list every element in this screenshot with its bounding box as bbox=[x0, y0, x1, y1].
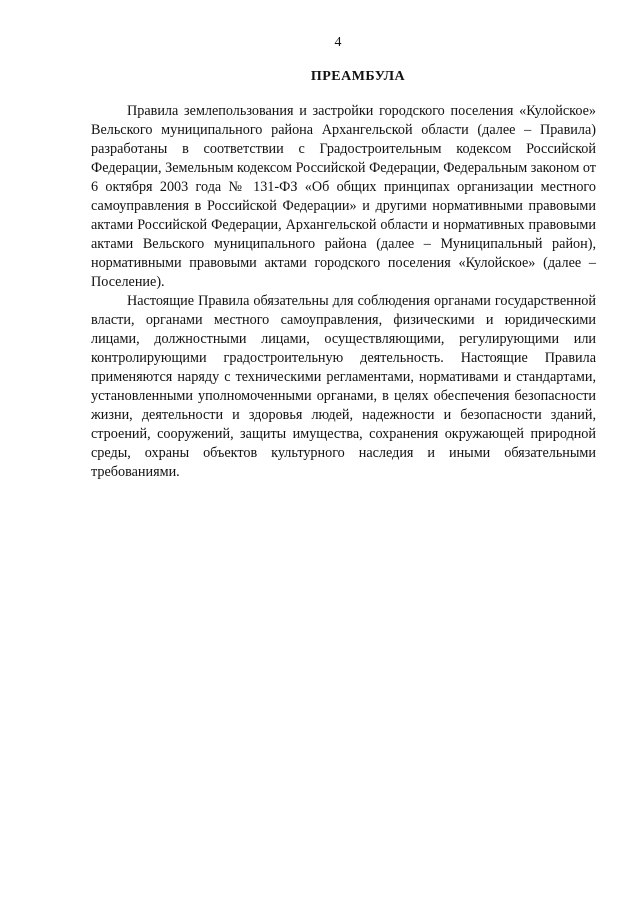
section-heading: ПРЕАМБУЛА bbox=[310, 69, 406, 84]
paragraph-1: Правила землепользования и застройки городского поселения «Кулойское» Вельского муниципального района Архангельской области (далее – Правила) разработаны в соответствии с Градостроительным кодексом Российской Федерации, Земельным кодексом Российской Федерации, Федеральным законом от 6 октября 2003 года № 131-ФЗ «Об общих принципах организации местного самоуправления в Российской Федерации» и другими нормативными правовыми актами Российской Федерации, Архангельской области и нормативных правовыми актами Вельского муниципального района (далее – Муниципальный район), нормативными правовыми актами городского поселения «Кулойское» (далее – Поселение). bbox=[91, 103, 596, 290]
page-number: 4 bbox=[334, 35, 342, 50]
paragraph-2: Настоящие Правила обязательны для соблюдения органами государственной власти, органами местного самоуправления, физическими и юридическими лицами, должностными лицами, осуществляющими, регулирующими или контролирующими градостроительную деятельность. Настоящие Правила применяются наряду с техническими регламентами, нормативами и стандартами, установленными уполномоченными органами, в целях обеспечения безопасности жизни, деятельности и здоровья людей, надежности и безопасности зданий, строений, сооружений, защиты имущества, сохранения окружающей природной среды, охраны объектов культурного наследия и иными обязательными требованиями. bbox=[91, 293, 596, 480]
body-text bbox=[91, 102, 596, 482]
